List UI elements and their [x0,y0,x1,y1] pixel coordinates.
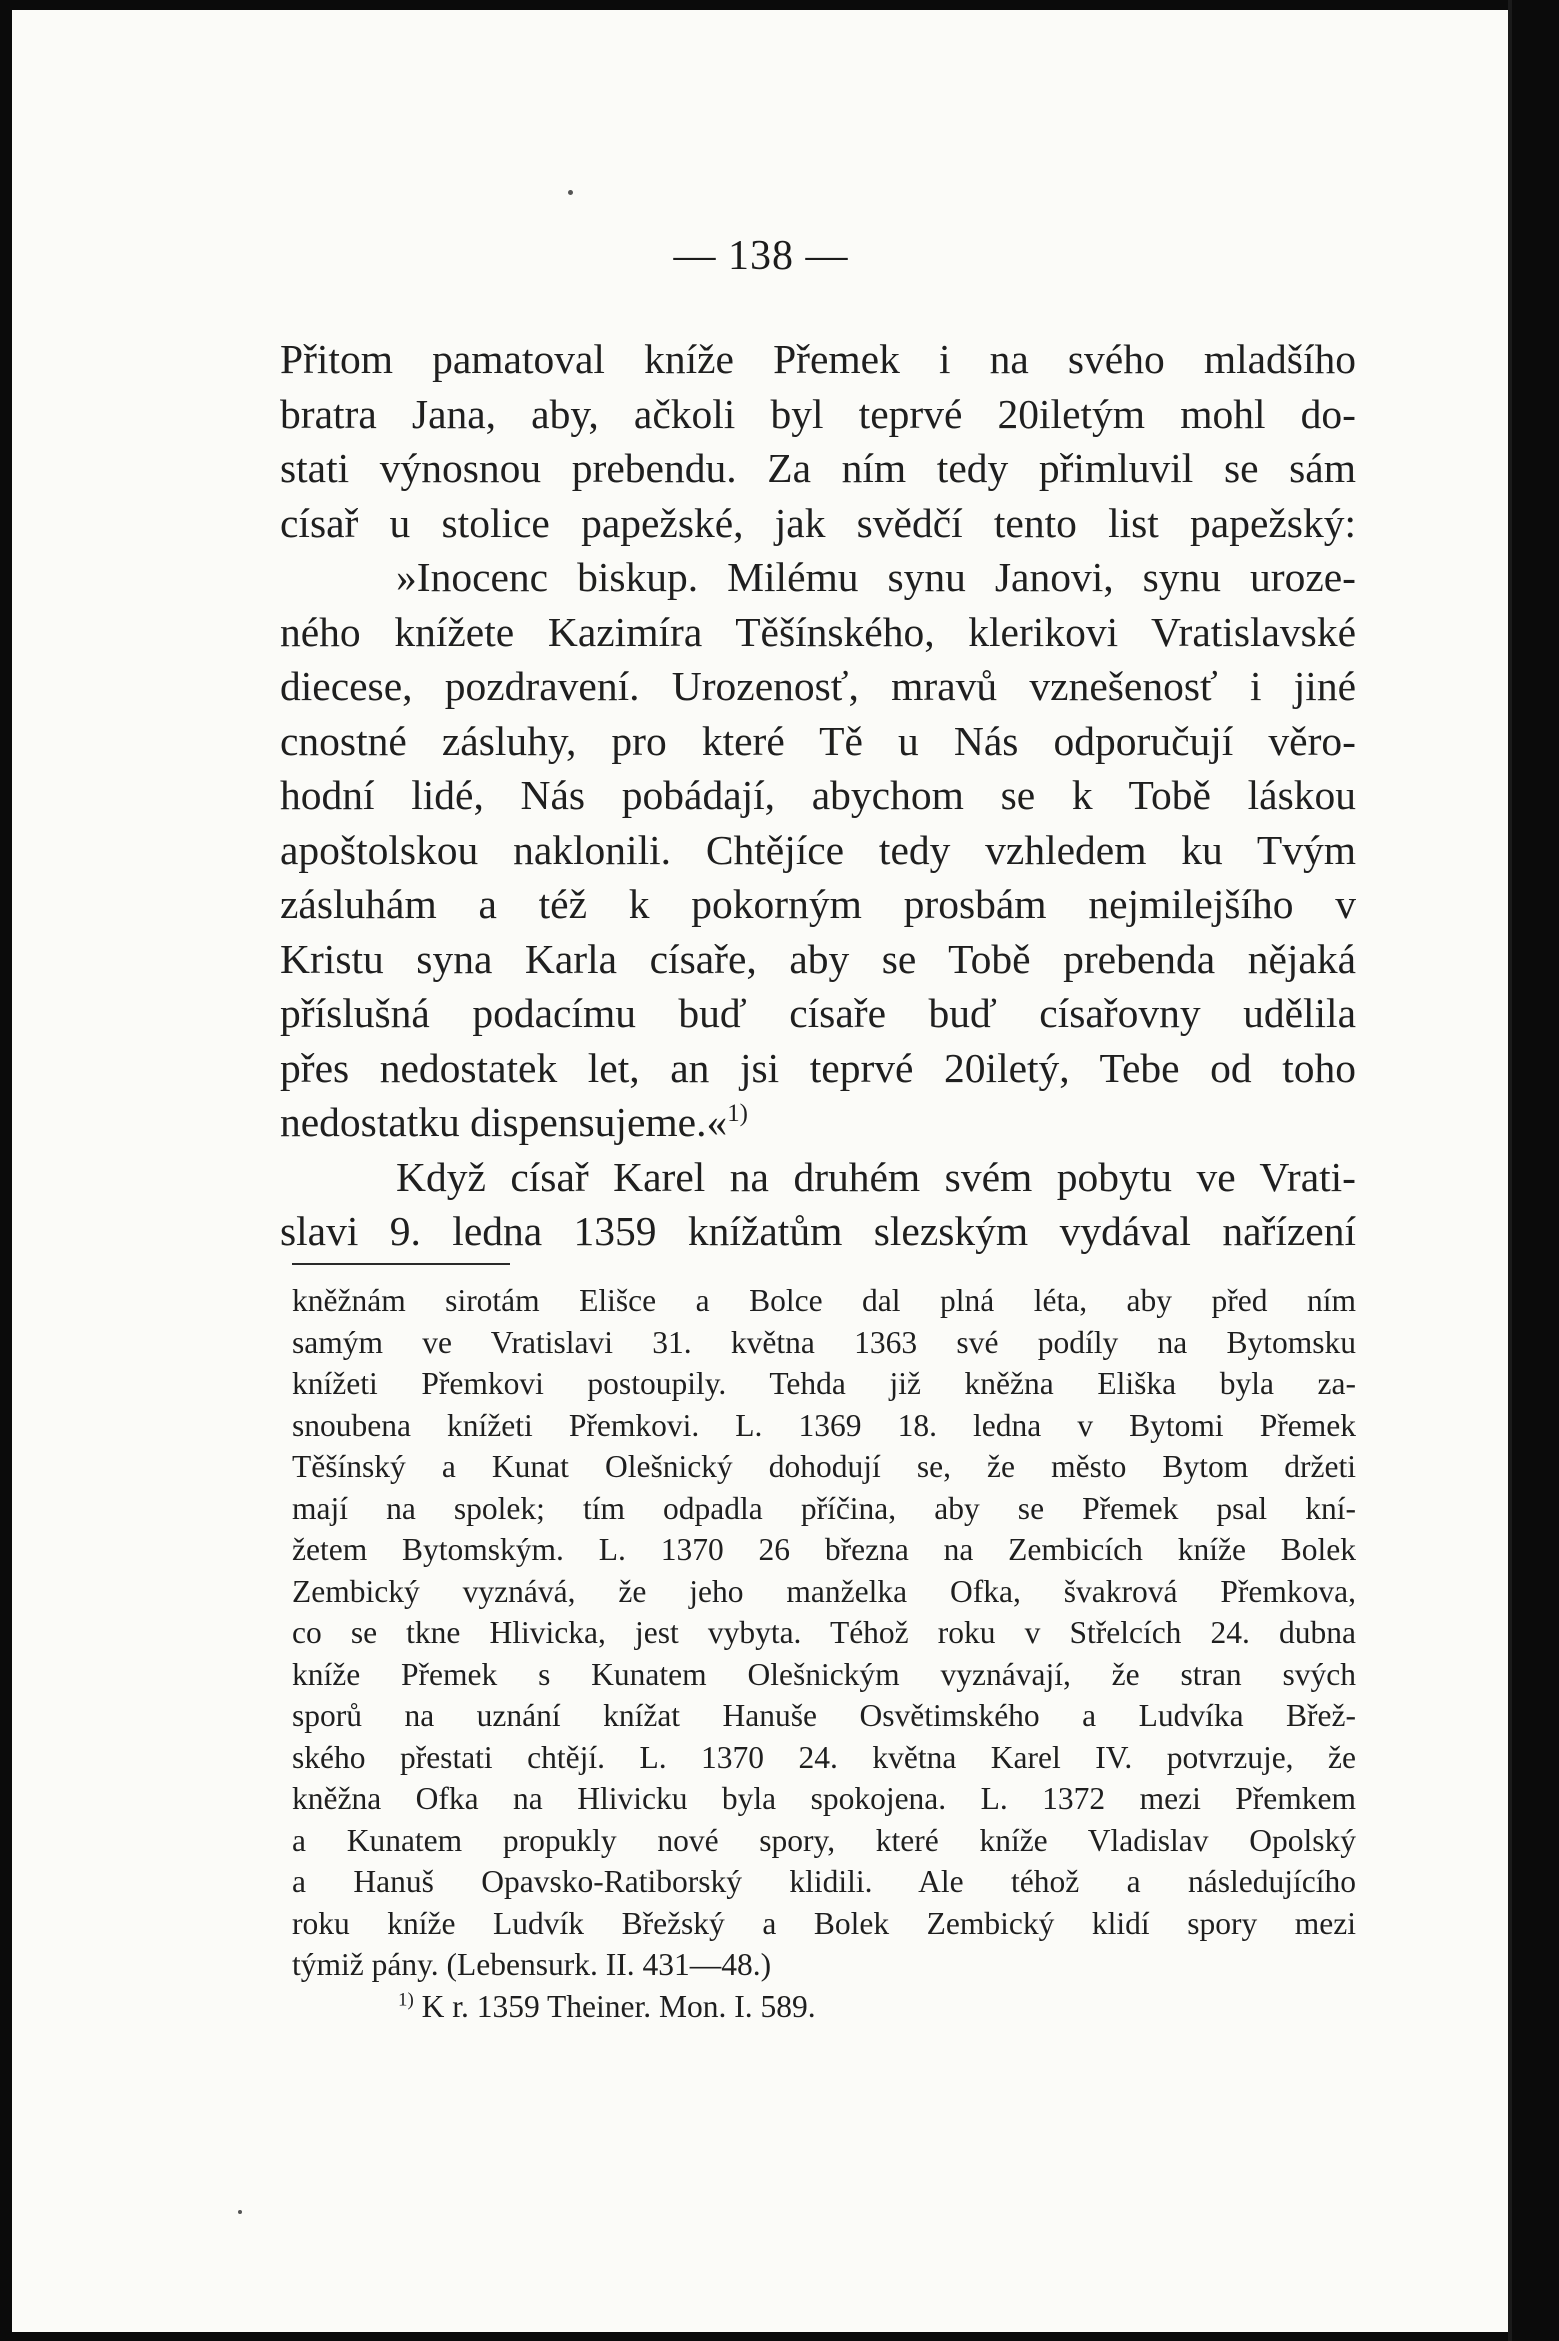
text-line: cnostné zásluhy, pro které Tě u Nás odporučují věro- [280,717,1356,764]
page-number: — 138 — [673,233,849,279]
note-line: žetem Bytomským. L. 1370 26 března na Zembicích kníže Bolek [292,1532,1356,1567]
text-line: nedostatku dispensujeme.« [280,1099,728,1145]
note-line: týmiž pány. (Lebensurk. II. 431—48.) [292,1947,772,1982]
page-edge-shadow [1508,0,1512,2341]
note-line: a Kunatem propukly nové spory, které kníže Vladislav Opolský [292,1822,1356,1858]
note-line: a Hanuš Opavsko-Ratiborský klidili. Ale téhož a následujícího [292,1864,1356,1899]
scan-speck [568,190,573,195]
text-line: slavi 9. ledna 1359 knížatům slezským vydával nařízení [280,1208,1356,1254]
text-line: příslušná podacímu buď císaře buď císařovny udělila [280,990,1356,1036]
note-line: sporů na uznání knížat Hanuše Osvětimského a Ludvíka Břež- [292,1698,1356,1733]
text-line: stati výnosnou prebendu. Za ním tedy přimluvil se sám [280,445,1356,491]
book-page [12,10,1510,2332]
text-line: Když císař Karel na druhém svém pobytu ve Vrati- [396,1153,1356,1200]
note-line: mají na spolek; tím odpadla příčina, aby se Přemek psal kní- [292,1490,1356,1526]
note-line: ského přestati chtějí. L. 1370 24. května Karel IV. potvrzuje, že [292,1739,1356,1775]
text-line: »Inocenc biskup. Milému synu Janovi, synu uroze- [396,554,1356,600]
note-line: roku kníže Ludvík Břežský a Bolek Zembický klidí spory mezi [292,1905,1356,1941]
text-line: apoštolskou naklonili. Chtějíce tedy vzhledem ku Tvým [280,826,1356,873]
text-line: přes nedostatek let, an jsi teprvé 20iletý, Tebe od toho [280,1044,1356,1091]
footnote-divider [292,1263,510,1265]
text-line: Kristu syna Karla císaře, aby se Tobě prebenda nějaká [280,935,1356,982]
text-line: císař u stolice papežské, jak svědčí tento list papežský: [280,499,1356,546]
text-line: bratra Jana, aby, ačkoli byl teprvé 20iletým mohl do- [280,390,1356,437]
note-line: snoubena knížeti Přemkovi. L. 1369 18. ledna v Bytomi Přemek [292,1407,1356,1443]
footnote-1 [292,1986,1356,2028]
footnote-reference: 1) [727,1100,748,1128]
note-line: samým ve Vratislavi 31. května 1363 své podíly na Bytomsku [292,1324,1356,1360]
text-line: diecese, pozdravení. Urozenosť, mravů vznešenosť i jiné [280,663,1356,709]
text-line-with-footnote-ref [280,1095,1356,1150]
footnote-text: K r. 1359 Theiner. Mon. I. 589. [421,1988,816,2024]
note-line: kněžna Ofka na Hlivicku byla spokojena. L. 1372 mezi Přemkem [292,1781,1356,1816]
text-line: Přitom pamatoval kníže Přemek i na svého mladšího [280,336,1356,382]
note-line: kněžnám sirotám Elišce a Bolce dal plná léta, aby před ním [292,1283,1356,1318]
footnote-marker: 1) [398,1989,414,2010]
text-line: zásluhám a též k pokorným prosbám nejmilejšího v [280,881,1356,927]
note-line: Zembický vyznává, že jeho manželka Ofka, švakrová Přemkova, [292,1573,1356,1609]
main-text [280,332,1356,1259]
note-line: co se tkne Hlivicka, jest vybyta. Téhož roku v Střelcích 24. dubna [292,1615,1356,1650]
note-line: knížeti Přemkovi postoupily. Tehda již kněžna Eliška byla za- [292,1366,1356,1401]
note-line: kníže Přemek s Kunatem Olešnickým vyznávají, že stran svých [292,1656,1356,1692]
scan-speck [238,2210,242,2214]
text-line: ného knížete Kazimíra Těšínského, klerikovi Vratislavské [280,608,1356,655]
text-line: hodní lidé, Nás pobádají, abychom se k Tobě láskou [280,772,1356,818]
note-line: Těšínský a Kunat Olešnický dohodují se, že město Bytom držeti [292,1449,1356,1484]
footnotes [292,1280,1356,2027]
